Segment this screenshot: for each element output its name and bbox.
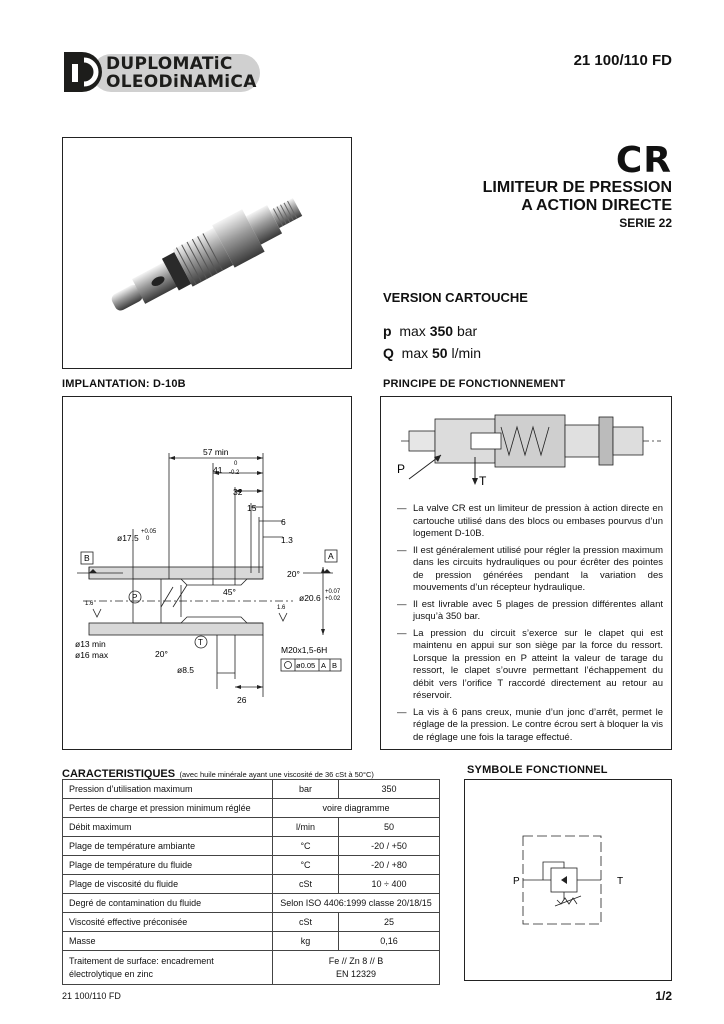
implantation-title: IMPLANTATION: D-10B — [62, 378, 186, 390]
datum-a-label: A — [328, 551, 334, 561]
flow-unit: l/min — [451, 345, 482, 361]
port-t-label: T — [198, 638, 203, 647]
dim-26: 26 — [237, 695, 247, 705]
symbol-frame — [464, 779, 672, 981]
dim-41: 41 — [213, 465, 223, 475]
version-label: VERSION CARTOUCHE — [383, 290, 528, 305]
port-p-label: P — [132, 593, 138, 602]
flow-rating — [383, 345, 481, 361]
pressure-max-label: max — [399, 323, 426, 339]
dim-dia-17-5-tol-up: +0.05 — [141, 529, 157, 535]
principle-paragraph: — Il est livrable avec 5 plages de pression différentes allant jusqu’à 350 bar. — [397, 598, 663, 622]
title-line1: LIMITEUR DE PRESSION — [482, 179, 672, 196]
symbol-port-p: P — [513, 876, 520, 887]
brand-logo — [62, 48, 262, 96]
pressure-symbol: p — [383, 323, 392, 339]
principle-title: PRINCIPE DE FONCTIONNEMENT — [383, 378, 566, 390]
dim-57: 57 min — [203, 447, 229, 457]
principle-paragraph: — La vis à 6 pans creux, munie d’un jonc d’arrêt, permet le réglage de la pression. Le contre écrou sert à bloquer la vis de réglage une fois la tarage effectué. — [397, 706, 663, 743]
principle-paragraph: — La valve CR est un limiteur de pression à action directe en cartouche utilisé dans des blocs ou embases pourvus d’un logement D-10B. — [397, 503, 663, 539]
flow-symbol: Q — [383, 345, 394, 361]
table-row: Pression d’utilisation maximum bar 350 — [63, 780, 440, 799]
characteristics-table — [62, 779, 440, 985]
angle-20-bottom: 20° — [155, 649, 168, 659]
table-row: Plage de température ambiante °C -20 / +50 — [63, 837, 440, 856]
flow-max-label: max — [401, 345, 429, 361]
roughness-1: 1.6 — [85, 601, 94, 607]
tolerance-value: ø0.05 — [296, 661, 316, 670]
page-number: 1/2 — [655, 989, 672, 1003]
principle-paragraph: — Il est généralement utilisé pour régler la pression maximum dans les circuits hydrauliques ou pour écrêter des pointes de pression générées pendant la variation des mouvements d’un récepteur hydraulique. — [397, 544, 663, 593]
cartridge-valve-photo — [63, 138, 351, 368]
flow-value: 50 — [432, 345, 448, 361]
title-line2: A ACTION DIRECTE — [521, 197, 672, 214]
characteristics-note: (avec huile minérale ayant une viscosité de 36 cSt à 50°C) — [179, 770, 374, 779]
datum-b-label: B — [84, 553, 90, 563]
implantation-drawing-frame — [62, 396, 352, 750]
characteristics-title: CARACTERISTIQUES — [62, 768, 176, 780]
dim-6: 6 — [281, 517, 286, 527]
doc-number: 21 100/110 FD — [573, 52, 672, 69]
footer-doc-number: 21 100/110 FD — [62, 991, 121, 1001]
dim-dia-20-6: ø20.6 — [299, 593, 321, 603]
dim-41-tol-up: 0 — [234, 461, 238, 467]
table-row: Débit maximum l/min 50 — [63, 818, 440, 837]
table-row: Masse kg 0,16 — [63, 932, 440, 951]
tolerance-datum-a: A — [321, 661, 327, 670]
table-row: Degré de contamination du fluide Selon ISO 4406:1999 classe 20/18/15 — [63, 894, 440, 913]
series-label: SERIE 22 — [619, 216, 672, 230]
dim-dia-20-6-tol-up: +0.07 — [325, 589, 341, 595]
dim-dia-20-6-tol-dn: +0.02 — [325, 596, 341, 602]
thread-spec: M20x1,5-6H — [281, 645, 328, 655]
roughness-2: 1.6 — [277, 605, 286, 611]
dim-dia-8-5: ø8.5 — [177, 665, 195, 675]
tolerance-datum-b: B — [332, 661, 338, 670]
table-row: Viscosité effective préconisée cSt 25 — [63, 913, 440, 932]
principle-description — [397, 503, 663, 748]
product-code: CR — [615, 140, 672, 181]
dim-dia-13: ø13 min — [75, 639, 106, 649]
functional-symbol-icon — [465, 780, 671, 980]
dim-dia-17-5: ø17.5 — [117, 533, 139, 543]
principle-frame — [380, 396, 672, 750]
pressure-rating — [383, 323, 477, 339]
table-row: Pertes de charge et pression minimum réglée voire diagramme — [63, 799, 440, 818]
dim-32: 32 — [233, 487, 243, 497]
dim-15: 15 — [247, 503, 257, 513]
principle-paragraph: — La pression du circuit s’exerce sur le clapet qui est maintenu en appui sur son siège par la force du ressort. Lorsque la pression en P atteint la valeur de tarage du ressort, le clapet s’ouvre permettant l’échappement du débit vers l’orifice T raccordé directement au retour au réservoir. — [397, 627, 663, 701]
table-row: Plage de température du fluide °C -20 / +80 — [63, 856, 440, 875]
table-row: Plage de viscosité du fluide cSt 10 ÷ 400 — [63, 875, 440, 894]
table-row: Traitement de surface: encadrement électrolytique en zinc Fe // Zn 8 // B EN 12329 — [63, 951, 440, 985]
angle-45: 45° — [223, 587, 236, 597]
brand-line2: OLEODiNAMiCA — [106, 72, 257, 92]
principle-port-p: P — [397, 462, 406, 476]
pressure-unit: bar — [456, 323, 478, 339]
dim-1-3: 1.3 — [281, 535, 293, 545]
product-photo-frame — [62, 137, 352, 369]
symbol-title: SYMBOLE FONCTIONNEL — [467, 764, 608, 776]
principle-port-t: T — [479, 474, 487, 488]
dim-dia-17-5-tol-dn: 0 — [146, 536, 150, 542]
dim-dia-16: ø16 max — [75, 650, 109, 660]
dim-41-tol-dn: -0.2 — [229, 470, 240, 476]
brand-line1: DUPLOMATiC — [106, 54, 233, 74]
cavity-drawing — [63, 397, 351, 749]
symbol-port-t: T — [617, 876, 624, 887]
angle-20: 20° — [287, 569, 300, 579]
pressure-value: 350 — [429, 323, 454, 339]
valve-section-drawing — [381, 397, 671, 497]
